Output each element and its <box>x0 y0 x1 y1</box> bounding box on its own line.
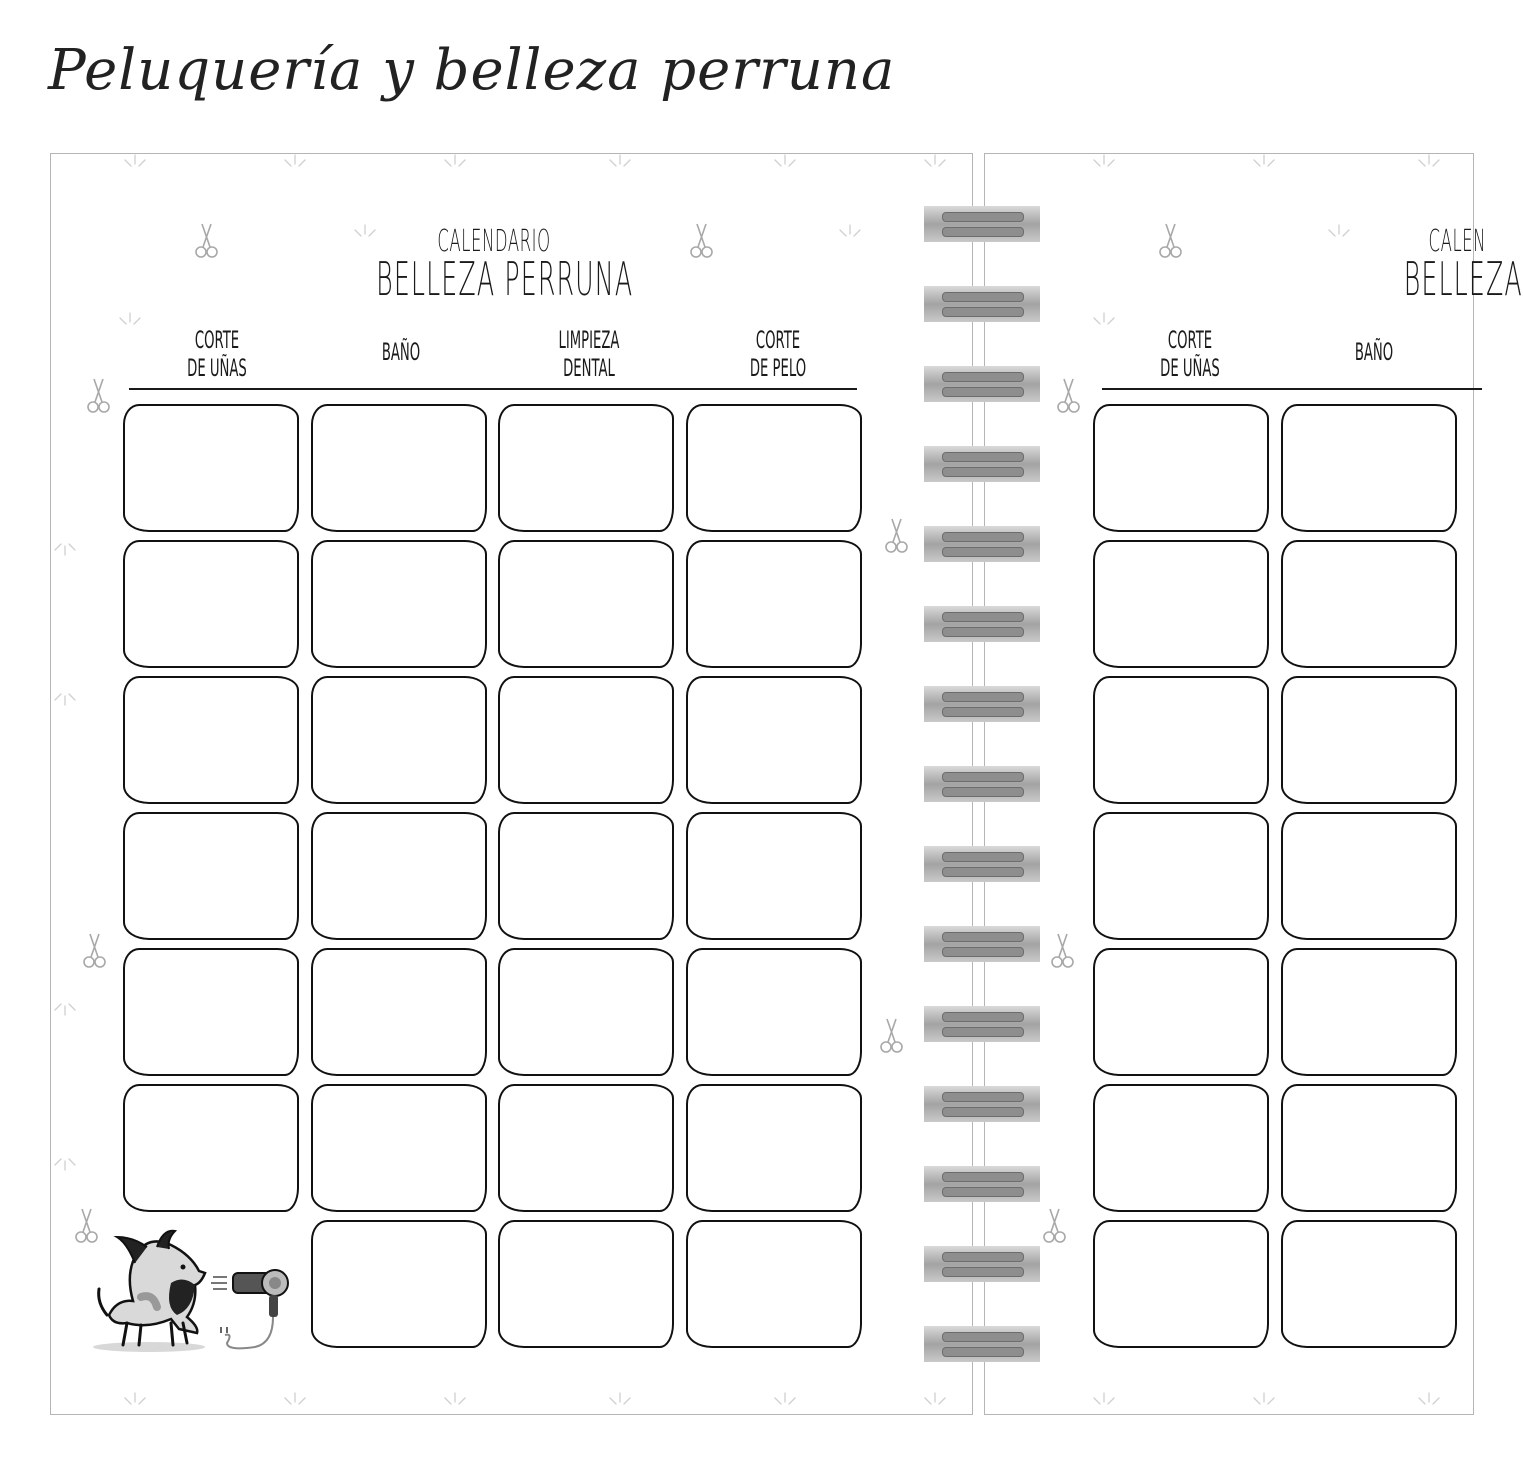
spiral-coil <box>924 1246 1040 1282</box>
spiral-coil <box>924 926 1040 962</box>
calendar-cell[interactable] <box>1281 948 1457 1076</box>
calendar-cell[interactable] <box>123 404 299 532</box>
calendar-cell[interactable] <box>1281 1220 1457 1348</box>
calendar-cell[interactable] <box>311 1084 487 1212</box>
calendar-cell[interactable] <box>123 676 299 804</box>
column-header-bath-right: BAÑO <box>1354 338 1394 366</box>
calendar-cell[interactable] <box>123 812 299 940</box>
spiral-coil <box>924 846 1040 882</box>
calendar-label: CALENDARIO <box>437 224 551 259</box>
spiral-coil <box>924 446 1040 482</box>
calendar-cell[interactable] <box>686 1220 862 1348</box>
column-header-nails: CORTE DE UÑAS <box>187 326 247 382</box>
calendar-title-right: BELLEZA <box>1403 252 1523 306</box>
spiral-coil <box>924 286 1040 322</box>
dog-with-hair-dryer-icon <box>87 1223 307 1363</box>
calendar-cell[interactable] <box>123 1084 299 1212</box>
calendar-cell[interactable] <box>1093 812 1269 940</box>
spiral-coil <box>924 1326 1040 1362</box>
calendar-cell[interactable] <box>1093 1220 1269 1348</box>
calendar-cell[interactable] <box>498 540 674 668</box>
spiral-coil <box>924 206 1040 242</box>
calendar-cell[interactable] <box>1281 1084 1457 1212</box>
calendar-cell[interactable] <box>1281 404 1457 532</box>
calendar-cell[interactable] <box>1093 404 1269 532</box>
calendar-cell[interactable] <box>311 540 487 668</box>
calendar-title: BELLEZA PERRUNA <box>376 252 634 306</box>
spiral-coil <box>924 686 1040 722</box>
calendar-cell[interactable] <box>686 676 862 804</box>
spiral-coil <box>924 366 1040 402</box>
calendar-cell[interactable] <box>1281 676 1457 804</box>
calendar-cell[interactable] <box>498 404 674 532</box>
column-header-nails-right: CORTE DE UÑAS <box>1160 326 1220 382</box>
calendar-cell[interactable] <box>1093 1084 1269 1212</box>
calendar-cell[interactable] <box>1093 540 1269 668</box>
calendar-cell[interactable] <box>123 948 299 1076</box>
spiral-coil <box>924 1006 1040 1042</box>
spiral-coil <box>924 526 1040 562</box>
calendar-cell[interactable] <box>498 1220 674 1348</box>
spiral-coil <box>924 1086 1040 1122</box>
column-header-haircut: CORTE DE PELO <box>749 326 807 382</box>
page-title: Peluquería y belleza perruna <box>48 38 896 103</box>
calendar-cell[interactable] <box>686 540 862 668</box>
header-rule-right <box>1102 388 1482 390</box>
calendar-cell[interactable] <box>311 1220 487 1348</box>
spiral-coil <box>924 1166 1040 1202</box>
calendar-cell[interactable] <box>686 812 862 940</box>
calendar-cell[interactable] <box>1281 812 1457 940</box>
calendar-cell[interactable] <box>311 676 487 804</box>
calendar-cell[interactable] <box>686 948 862 1076</box>
spiral-coil <box>924 766 1040 802</box>
header-rule <box>129 388 857 390</box>
calendar-label-right: CALEN <box>1428 224 1487 259</box>
calendar-cell[interactable] <box>311 812 487 940</box>
calendar-cell[interactable] <box>311 948 487 1076</box>
calendar-cell[interactable] <box>498 948 674 1076</box>
column-header-bath: BAÑO <box>381 338 421 366</box>
calendar-cell[interactable] <box>686 1084 862 1212</box>
right-page <box>984 153 1523 1415</box>
left-page <box>50 153 973 1415</box>
calendar-cell[interactable] <box>686 404 862 532</box>
calendar-cell[interactable] <box>1281 540 1457 668</box>
calendar-cell[interactable] <box>498 676 674 804</box>
column-header-dental: LIMPIEZA DENTAL <box>558 326 620 382</box>
calendar-cell[interactable] <box>1093 676 1269 804</box>
calendar-cell[interactable] <box>123 540 299 668</box>
calendar-cell[interactable] <box>311 404 487 532</box>
calendar-cell[interactable] <box>498 1084 674 1212</box>
calendar-cell[interactable] <box>1093 948 1269 1076</box>
spiral-coil <box>924 606 1040 642</box>
calendar-cell[interactable] <box>498 812 674 940</box>
